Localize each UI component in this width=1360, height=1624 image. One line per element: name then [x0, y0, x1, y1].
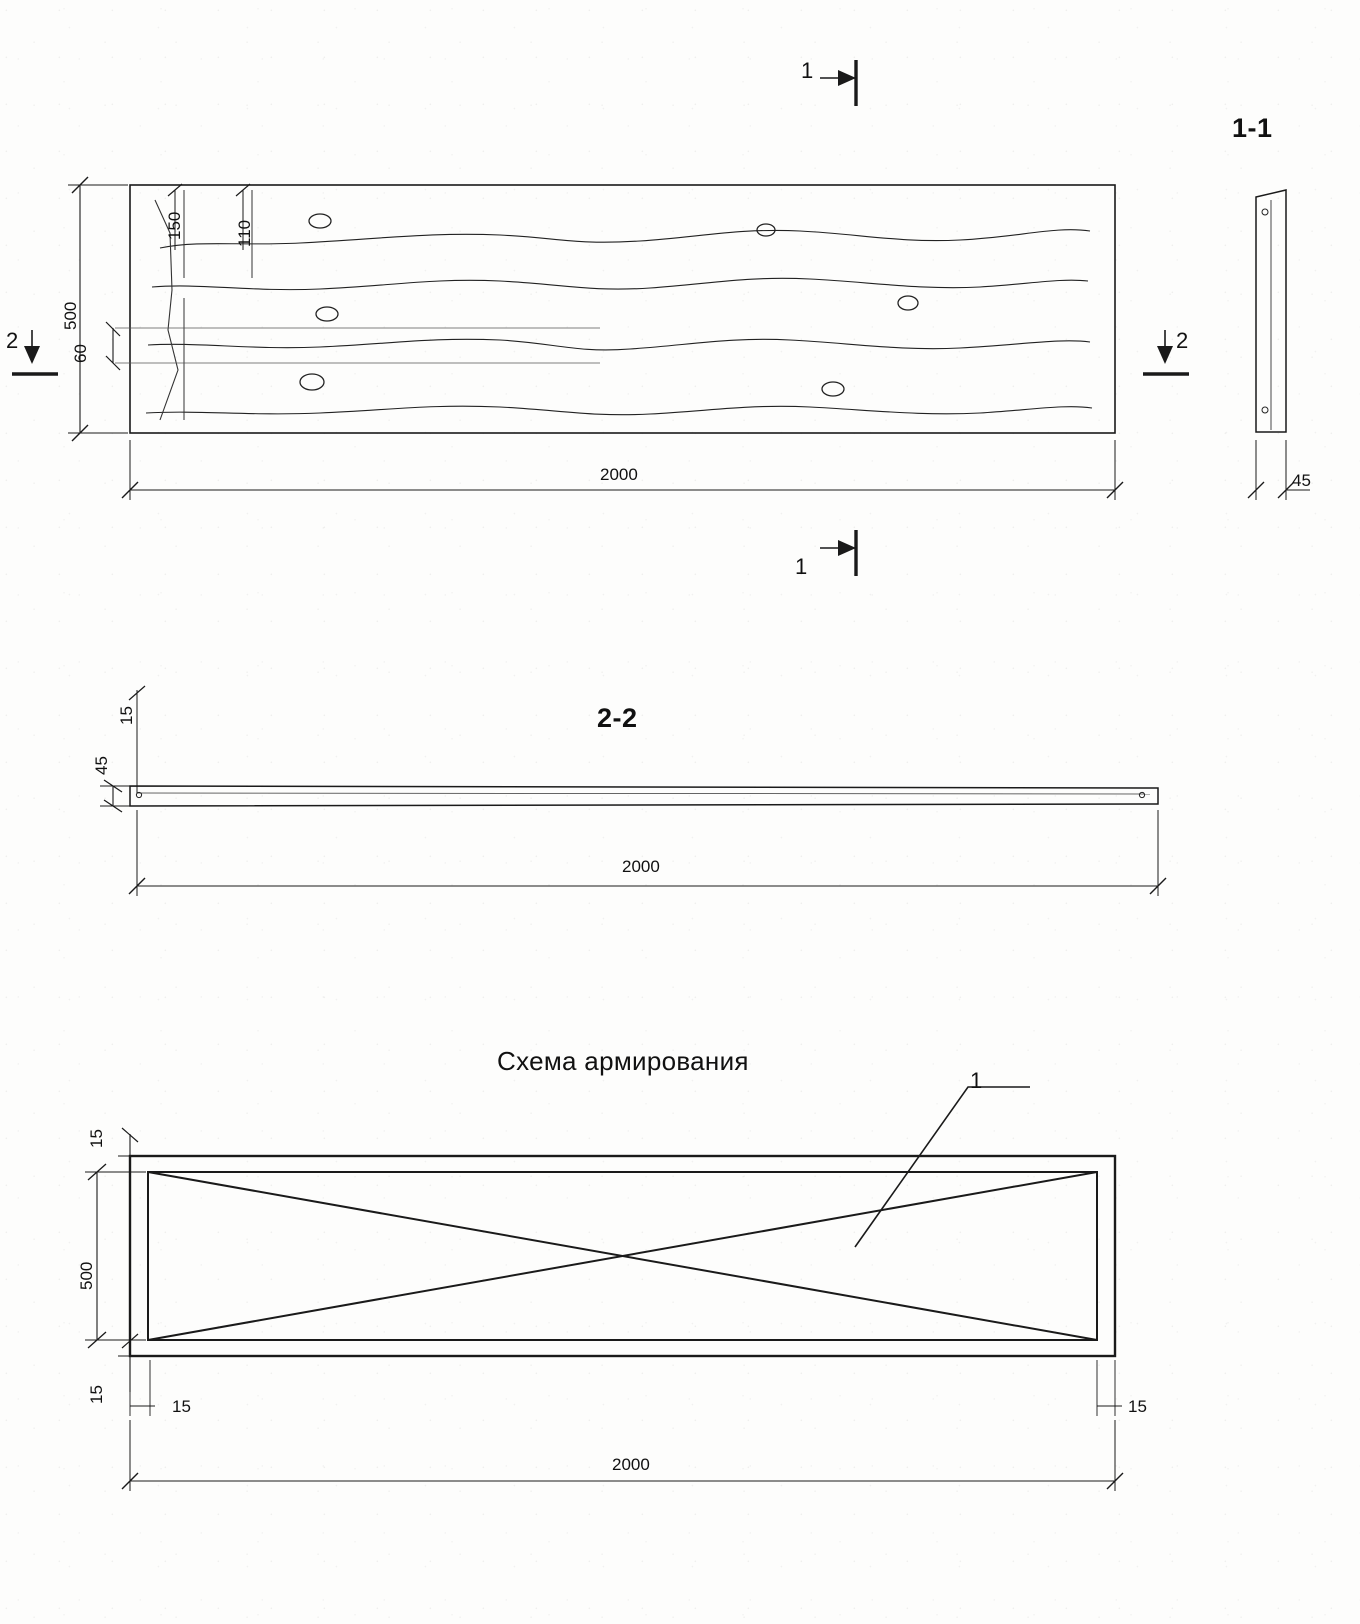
- dimension-label-500-scheme: 500: [77, 1261, 96, 1290]
- dimension-label-45-section11: 45: [1292, 471, 1311, 490]
- section-marker-label-2-left: 2: [6, 328, 19, 353]
- dimension-width-500-scheme: [85, 1164, 146, 1348]
- reinforcement-scheme-view: [85, 1087, 1123, 1491]
- section-title-1-1: 1-1: [1232, 113, 1273, 143]
- section-marker-label-1-bottom: 1: [795, 554, 808, 579]
- anchor-hole: [316, 307, 338, 321]
- dimension-label-2000-scheme: 2000: [612, 1455, 650, 1474]
- rebar-dot: [1262, 407, 1268, 413]
- dimension-label-cover-right-15: 15: [1128, 1397, 1147, 1416]
- anchor-hole: [822, 382, 844, 396]
- section-marker-label-2-right: 2: [1176, 328, 1189, 353]
- dimension-label-cover-top-15: 15: [87, 1129, 106, 1148]
- dimension-label-110: 110: [235, 219, 254, 247]
- dimension-15-section22: [129, 686, 145, 793]
- section-1-1-view: [1248, 190, 1310, 500]
- anchor-hole: [309, 214, 331, 228]
- dimension-label-2000-plan: 2000: [600, 465, 638, 484]
- section-marker-1-bottom: [820, 530, 856, 576]
- section-title-2-2: 2-2: [597, 703, 638, 733]
- dimension-cover-bottom-15: [118, 1334, 148, 1392]
- plank-grain-line-3: [148, 339, 1090, 350]
- rebar-dot: [1262, 209, 1268, 215]
- plank-grain-line-1: [160, 230, 1090, 248]
- dimension-cover-top-15: [118, 1128, 148, 1172]
- dimension-label-2000-section22: 2000: [622, 857, 660, 876]
- section-marker-label-1-top: 1: [801, 58, 814, 83]
- scheme-title: Схема армирования: [497, 1046, 749, 1076]
- dimension-label-60: 60: [71, 344, 90, 363]
- section-2-2-rebar-line: [137, 793, 1150, 794]
- scheme-callout-label-1: 1: [970, 1068, 983, 1093]
- section-marker-1-top: [820, 60, 856, 106]
- dimension-45-section22: [100, 780, 132, 812]
- rebar-dot: [1139, 792, 1144, 797]
- section-2-2-outline: [130, 786, 1158, 806]
- dimension-label-45-section22: 45: [92, 756, 111, 775]
- plan-panel-outline: [130, 185, 1115, 433]
- section-marker-2-left: [12, 330, 58, 374]
- callout-leader-line: [855, 1087, 1030, 1247]
- dimension-label-cover-left-15: 15: [172, 1397, 191, 1416]
- plank-grain-line-2: [152, 278, 1088, 289]
- dimension-label-15-section22: 15: [117, 706, 136, 725]
- dimension-label-500-plan: 500: [61, 301, 80, 330]
- dimension-thickness-45: [1248, 440, 1310, 500]
- plank-grain-line-4: [146, 406, 1092, 415]
- dimension-label-cover-bottom-15: 15: [87, 1385, 106, 1404]
- dimension-length-2000-section22: [129, 810, 1166, 896]
- plan-view: [12, 60, 1189, 579]
- dimension-cover-left-15: [130, 1360, 155, 1416]
- dimension-label-150: 150: [165, 211, 184, 240]
- anchor-hole: [898, 296, 918, 310]
- dimension-cover-right-15: [1097, 1360, 1122, 1416]
- anchor-hole: [300, 374, 324, 390]
